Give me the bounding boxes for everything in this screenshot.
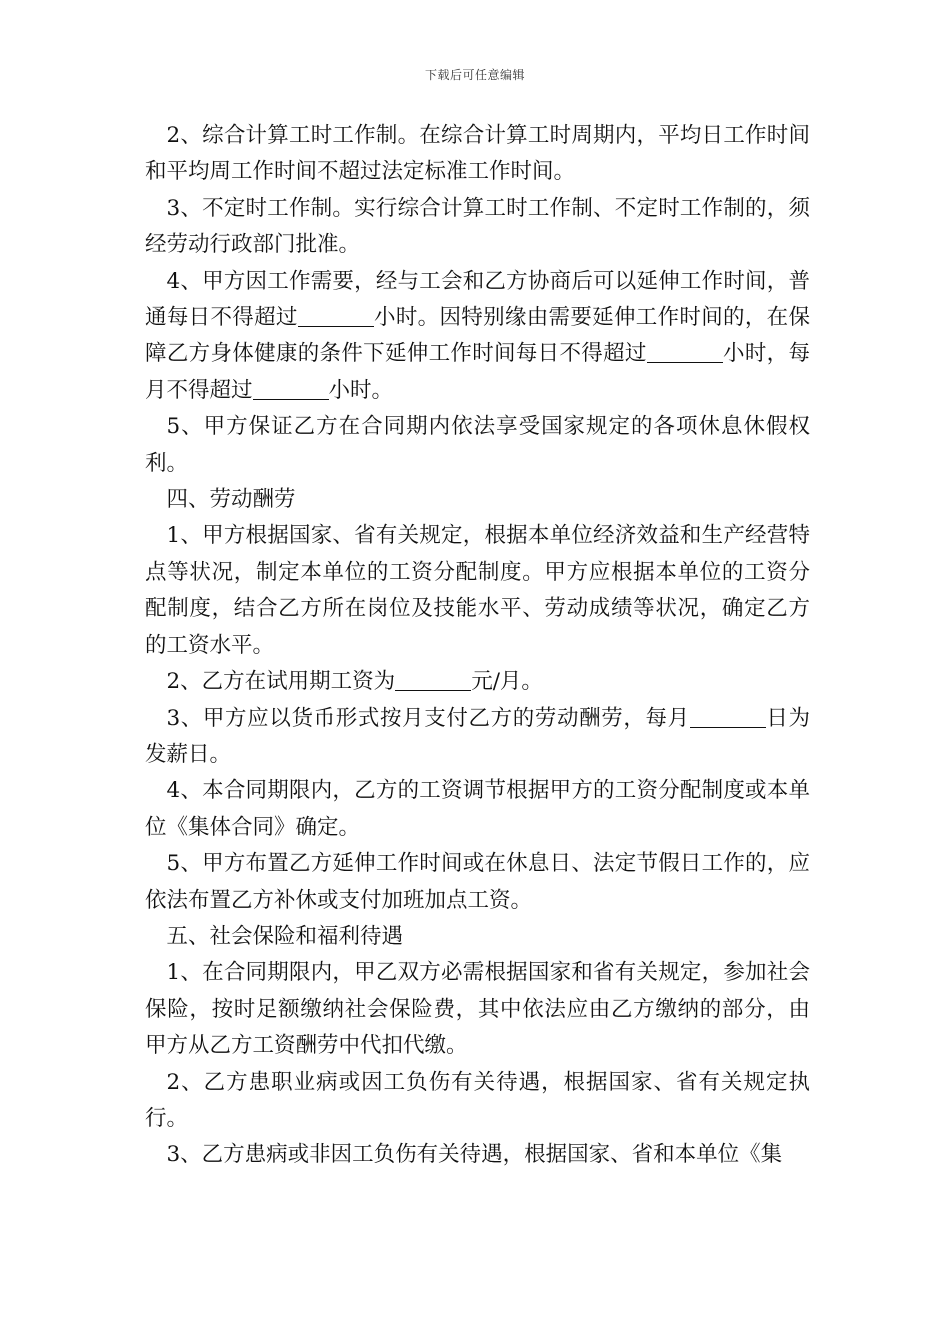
clause-paragraph bbox=[145, 1137, 810, 1173]
paragraph-text: 3、乙方患病或非因工负伤有关待遇，根据国家、省和本单位《集 bbox=[166, 1142, 783, 1168]
paragraph-text: 四、劳动酬劳 bbox=[166, 487, 296, 513]
clause-paragraph bbox=[145, 701, 810, 774]
clause-paragraph bbox=[145, 773, 810, 846]
paragraph-text: 4、本合同期限内，乙方的工资调节根据甲方的工资分配制度或本单位《集体合同》确定。 bbox=[145, 778, 810, 840]
clause-paragraph bbox=[145, 1065, 810, 1138]
paragraph-text: 小时。 bbox=[328, 377, 394, 403]
paragraph-text: 2、乙方患职业病或因工负伤有关待遇，根据国家、省有关规定执行。 bbox=[145, 1069, 810, 1131]
paragraph-text: 1、甲方根据国家、省有关规定，根据本单位经济效益和生产经营特点等状况，制定本单位的工资分配制度。甲方应根据本单位的工资分配制度，结合乙方所在岗位及技能水平、劳动成绩等状况，确定乙方的工资水平。 bbox=[145, 523, 810, 658]
paragraph-text: 小时，每月不得超过 bbox=[145, 341, 810, 403]
clause-paragraph bbox=[145, 955, 810, 1064]
clause-paragraph bbox=[145, 118, 810, 191]
paragraph-text: 5、甲方布置乙方延伸工作时间或在休息日、法定节假日工作的，应依法布置乙方补休或支付加班加点工资。 bbox=[145, 851, 810, 913]
paragraph-text: 4、甲方因工作需要，经与工会和乙方协商后可以延伸工作时间，普通每日不得超过 bbox=[145, 268, 810, 331]
paragraph-text: 3、甲方应以货币形式按月支付乙方的劳动酬劳，每月 bbox=[166, 705, 690, 731]
paragraph-text: 元/月。 bbox=[471, 669, 543, 695]
clause-paragraph bbox=[145, 664, 810, 700]
fill-in-blank bbox=[253, 379, 329, 400]
paragraph-text: 五、社会保险和福利待遇 bbox=[166, 923, 404, 949]
paragraph-text: 1、在合同期限内，甲乙双方必需根据国家和省有关规定，参加社会保险，按时足额缴纳社会保险费，其中依法应由乙方缴纳的部分，由甲方从乙方工资酬劳中代扣代缴。 bbox=[145, 960, 810, 1059]
section-heading bbox=[145, 482, 810, 518]
paragraph-text: 3、不定时工作制。实行综合计算工时工作制、不定时工作制的，须经劳动行政部门批准。 bbox=[145, 195, 810, 258]
page-header: 下载后可任意编辑 bbox=[424, 68, 525, 82]
section-heading bbox=[145, 919, 810, 955]
fill-in-blank bbox=[690, 707, 766, 728]
paragraph-text: 2、乙方在试用期工资为 bbox=[166, 669, 396, 695]
paragraph-text: 小时。因特别缘由需要延伸工作时间的，在保障乙方身体健康的条件下延伸工作时间每日不得超过 bbox=[145, 305, 810, 367]
paragraph-text: 2、综合计算工时工作制。在综合计算工时周期内，平均日工作时间和平均周工作时间不超过法定标准工作时间。 bbox=[145, 123, 810, 185]
fill-in-blank bbox=[395, 670, 471, 691]
paragraph-text: 5、甲方保证乙方在合同期内依法享受国家规定的各项休息休假权利。 bbox=[145, 414, 810, 476]
clause-paragraph bbox=[145, 518, 810, 664]
clause-paragraph bbox=[145, 191, 810, 264]
clause-paragraph bbox=[145, 846, 810, 919]
paragraph-text: 日为发薪日。 bbox=[145, 705, 810, 767]
fill-in-blank bbox=[298, 306, 374, 327]
fill-in-blank bbox=[647, 342, 723, 363]
document-body bbox=[145, 118, 810, 1174]
clause-paragraph bbox=[145, 264, 810, 410]
clause-paragraph bbox=[145, 409, 810, 482]
